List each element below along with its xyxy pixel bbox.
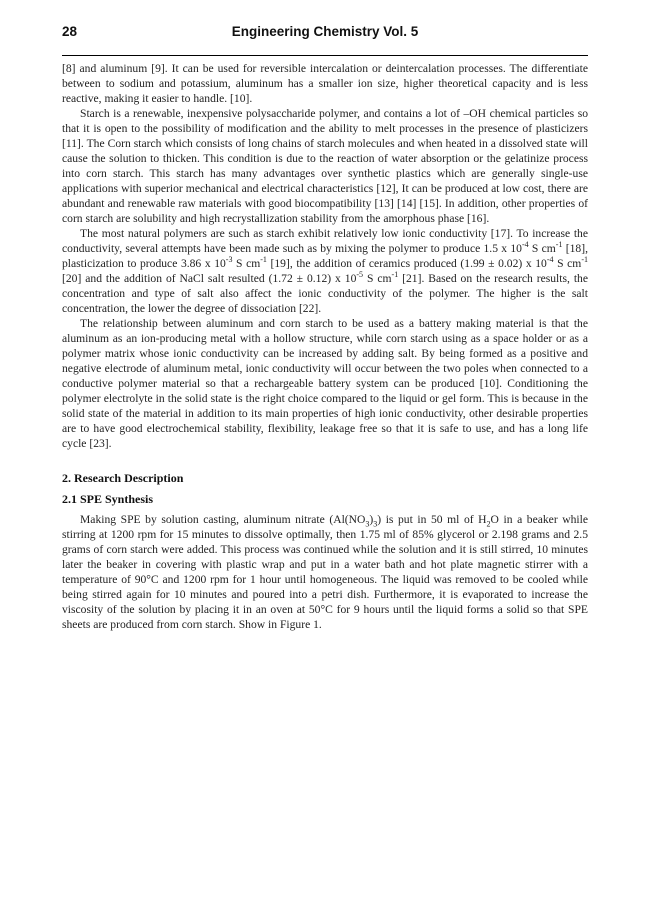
text-run: [18], plasticization to produce 3.86 x 10 [62, 242, 588, 270]
text-run: S cm [553, 257, 582, 270]
paragraph-1: [8] and aluminum [9]. It can be used for reversible intercalation or deintercalation processes. The differentiate between to sodium and potassium, aluminum has a smaller ion size, higher theoretical capacity and is less reactive, making it easier to handle. [10]. [62, 62, 588, 105]
text-run: [19], the addition of ceramics produced (1.99 ± 0.02) x 10 [266, 257, 547, 270]
body-text [62, 61, 588, 632]
subsection-heading: 2.1 SPE Synthesis [62, 492, 154, 506]
text-run: ) is put in 50 ml of H [377, 513, 487, 526]
superscript: -5 [356, 270, 364, 280]
running-title: Engineering Chemistry Vol. 5 [231, 24, 419, 39]
page-header [62, 24, 588, 44]
paragraph-3 [62, 226, 588, 316]
superscript: -1 [391, 270, 399, 280]
subscript: 2 [486, 519, 491, 529]
paragraph-5 [62, 512, 588, 632]
superscript: -4 [546, 255, 554, 265]
paragraph-2: Starch is a renewable, inexpensive polysaccharide polymer, and contains a lot of –OH chemical particles so that it is open to the possibility of modification and the ability to melt processes in the presence of plasticizers [11]. The Corn starch which consists of long chains of starch molecules and when heated in a dissolved state will cause the solution to thicken. This condition is due to the reaction of water absorption or the gelatinize process into corn starch. This starch has many advantages over synthetic plastics which are generally single-use applications with superior mechanical and electrical characteristics [12], It can be produced at low cost, there are abundant and renewable raw materials with good biocompatibility [13] [14] [15]. In addition, other properties of corn starch are solubility and high recrystallization stability from the amorphous phase [16]. [62, 107, 588, 225]
superscript: -1 [260, 255, 267, 265]
text-run: [21]. Based on the research results, the concentration and type of salt also affect the ionic conductivity of the polymer. The higher is the salt concentration, the lower the degree of dissociation [22]. [62, 272, 588, 315]
paragraph-4: The relationship between aluminum and corn starch to be used as a battery making material is that the aluminum as an ion-producing metal with a hollow structure, while corn starch using as a space holder or as a polymer matrix whose ionic conductivity can be increased by adding salt. By being formed as a positive and negative electrode of aluminum metal, ionic conductivity will occur between the two poles when connected to a conductive polymer material so that a rechargeable battery system can be produced [10]. Conditioning the polymer electrolyte in the solid state is the right choice compared to the liquid or gel form. This is because in the solid state of the material in addition to its main properties of high ionic conductivity, other desirable properties are to have good electrochemical stability, flexibility, leakage free so that it is safe to use, and has a long life cycle [23]. [62, 317, 588, 450]
page-number: 28 [62, 24, 78, 39]
superscript: -1 [555, 240, 563, 250]
header-rule [62, 55, 588, 56]
text-run: [20] and the addition of NaCl salt resulted (1.72 ± 0.12) x 10 [62, 272, 357, 285]
text-run: S cm [528, 242, 556, 255]
text-run: Making SPE by solution casting, aluminum nitrate (Al(NO [80, 513, 366, 526]
section-heading: 2. Research Description [62, 471, 184, 485]
superscript: -3 [225, 255, 233, 265]
subscript: 3 [373, 519, 378, 529]
text-run: ) [369, 513, 374, 526]
text-run: The most natural polymers are such as starch exhibit relatively low ionic conductivity [17]. To increase the conductivity, several attempts have been made such as by mixing the polymer to produce 1.5 x 10 [62, 227, 588, 255]
subscript: 3 [365, 519, 370, 529]
text-run: O in a beaker while stirring at 1200 rpm for 15 minutes to dissolve optimally, then 1.75 ml of 85% glycerol or 2.198 grams and 2.5 grams of corn starch were added. This process was continued while the solution and it is still stirred, 10 minutes later the beaker in covering with plastic wrap and put in a water bath and hot plate magnetic stirrer with a temperature of 90°C and 1200 rpm for 1 hour until homogeneous. The liquid was removed to be cooled while being stirred again for 10 minutes and poured into a petri dish. Furthermore, it is evaporated to increase the viscosity of the solution by placing it in an oven at 50°C for 9 hours until the liquid forms a solid so that SPE sheets are produced from corn starch. Show in Figure 1. [62, 513, 589, 631]
text-run: S cm [232, 257, 261, 270]
superscript: -4 [521, 240, 529, 250]
text-run: S cm [363, 272, 392, 285]
superscript: -1 [581, 255, 588, 265]
